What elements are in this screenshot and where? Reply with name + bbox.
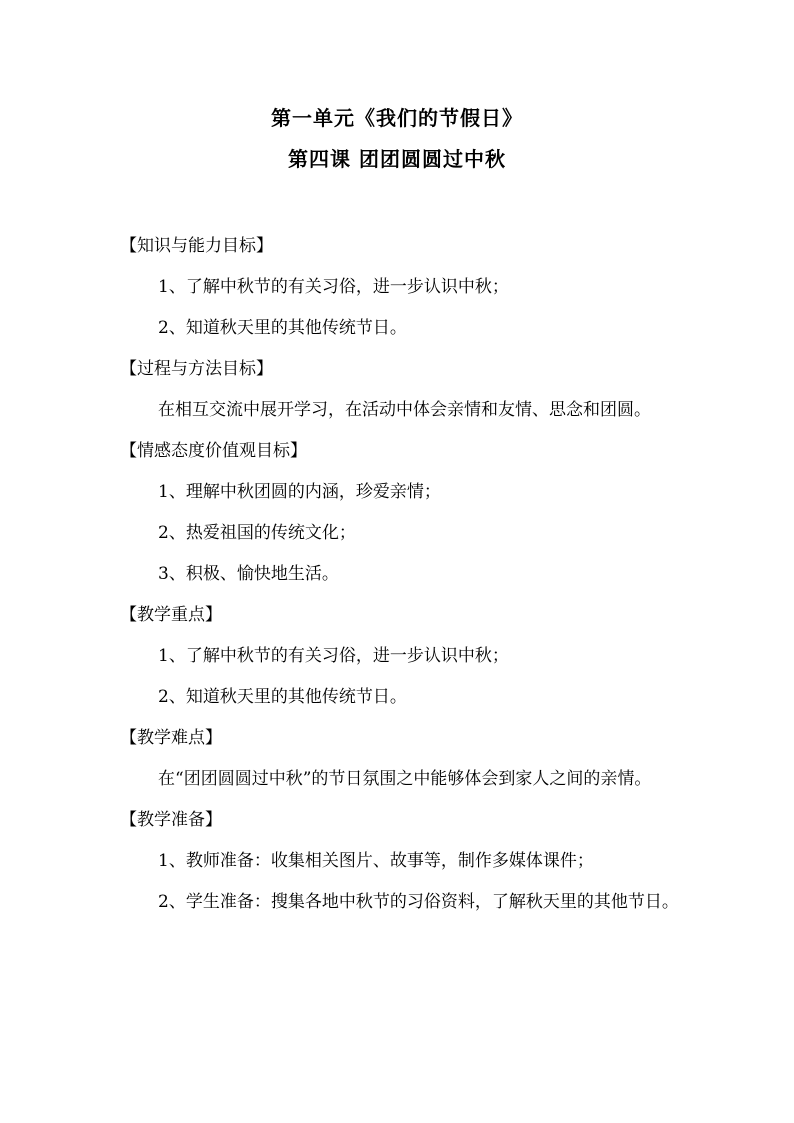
section-heading-preparation: 【教学准备】 <box>120 810 222 830</box>
difficulties-text: 在“团团圆圆过中秋”的节日氛围之中能够体会到家人之间的亲情。 <box>158 769 652 789</box>
section-heading-process: 【过程与方法目标】 <box>120 359 273 379</box>
section-heading-difficulties: 【教学难点】 <box>120 728 222 748</box>
section-heading-emotion: 【情感态度价值观目标】 <box>120 441 307 461</box>
knowledge-item-1: 1、了解中秋节的有关习俗，进一步认识中秋； <box>158 277 509 297</box>
emotion-item-2: 2、热爱祖国的传统文化； <box>158 523 356 543</box>
lesson-title: 第四课 团团圆圆过中秋 <box>288 147 506 171</box>
knowledge-item-2: 2、知道秋天里的其他传统节日。 <box>158 318 407 338</box>
section-heading-key-points: 【教学重点】 <box>120 605 222 625</box>
preparation-item-2: 2、学生准备：搜集各地中秋节的习俗资料，了解秋天里的其他节日。 <box>158 892 679 912</box>
key-point-item-2: 2、知道秋天里的其他传统节日。 <box>158 687 407 707</box>
lesson-plan-body <box>120 226 690 923</box>
emotion-item-3: 3、积极、愉快地生活。 <box>158 564 339 584</box>
preparation-item-1: 1、教师准备：收集相关图片、故事等，制作多媒体课件； <box>158 851 594 871</box>
key-point-item-1: 1、了解中秋节的有关习俗，进一步认识中秋； <box>158 646 509 666</box>
unit-title: 第一单元《我们的节假日》 <box>271 106 523 130</box>
process-text: 在相互交流中展开学习，在活动中体会亲情和友情、思念和团圆。 <box>158 400 651 420</box>
emotion-item-1: 1、理解中秋团圆的内涵，珍爱亲情； <box>158 482 441 502</box>
section-heading-knowledge: 【知识与能力目标】 <box>120 236 273 256</box>
